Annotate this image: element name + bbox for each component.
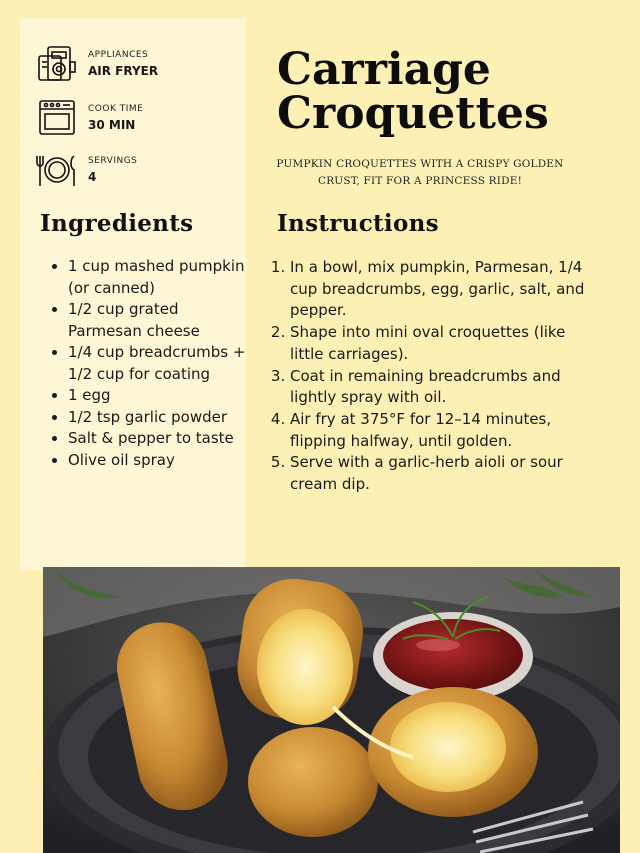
instruction-step: 1. In a bowl, mix pumpkin, Parmesan, 1/4 cup breadcrumbs, egg, garlic, salt, and pepper. bbox=[290, 257, 590, 322]
oven-icon bbox=[36, 98, 78, 138]
cook-time-label: COOK TIME bbox=[88, 104, 144, 114]
appliances-label: APPLIANCES bbox=[88, 50, 149, 60]
ingredients-list bbox=[46, 256, 248, 471]
instruction-step: 4. Air fry at 375°F for 12–14 minutes, flipping halfway, until golden. bbox=[290, 409, 590, 452]
meta-servings bbox=[36, 150, 137, 190]
croquettes-illustration bbox=[43, 567, 620, 853]
ingredient-item: • Olive oil spray bbox=[68, 450, 248, 472]
servings-label: SERVINGS bbox=[88, 156, 138, 166]
instruction-step: 5. Serve with a garlic-herb aioli or sour cream dip. bbox=[290, 452, 590, 495]
instructions-heading: Instructions bbox=[277, 210, 439, 237]
ingredient-item: • 1/4 cup breadcrumbs + 1/2 cup for coating bbox=[68, 342, 248, 385]
recipe-subtitle: PUMPKIN CROQUETTES WITH A CRISPY GOLDEN CRUST, FIT FOR A PRINCESS RIDE! bbox=[276, 158, 564, 187]
ingredient-item: • Salt & pepper to taste bbox=[68, 428, 248, 450]
ingredient-item: • 1 cup mashed pumpkin (or canned) bbox=[68, 256, 248, 299]
croquettes-photo bbox=[43, 567, 620, 853]
plate-cutlery-icon bbox=[36, 150, 78, 190]
instruction-step: 3. Coat in remaining breadcrumbs and lightly spray with oil. bbox=[290, 366, 590, 409]
meta-cook-time bbox=[36, 98, 143, 138]
ingredient-item: • 1/2 cup grated Parmesan cheese bbox=[68, 299, 248, 342]
air-fryer-icon bbox=[36, 44, 78, 84]
title-line-1: Carriage bbox=[277, 44, 491, 95]
ingredients-heading: Ingredients bbox=[40, 210, 194, 237]
servings-value: 4 bbox=[88, 170, 97, 184]
instructions-list bbox=[275, 257, 590, 496]
ingredient-item: • 1 egg bbox=[68, 385, 248, 407]
instruction-step: 2. Shape into mini oval croquettes (like little carriages). bbox=[290, 322, 590, 365]
ingredient-item: • 1/2 tsp garlic powder bbox=[68, 407, 248, 429]
cook-time-value: 30 MIN bbox=[88, 118, 136, 132]
recipe-title bbox=[277, 44, 617, 139]
title-line-2: Croquettes bbox=[277, 88, 549, 139]
appliances-value: AIR FRYER bbox=[88, 64, 159, 78]
meta-appliances bbox=[36, 44, 158, 84]
